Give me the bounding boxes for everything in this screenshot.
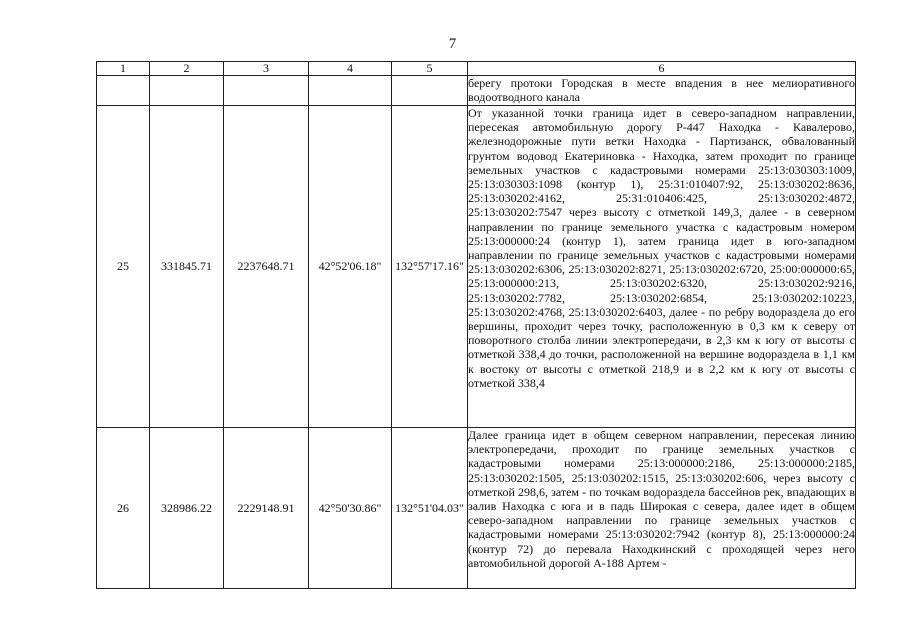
x-coordinate-cell: 331845.71 — [150, 106, 224, 428]
table-row — [97, 76, 856, 106]
table-row — [97, 106, 856, 428]
boundary-description-cell — [468, 106, 856, 428]
boundary-description-cell — [468, 428, 856, 589]
x-coordinate-cell — [150, 76, 224, 106]
table-header-row — [97, 62, 856, 76]
boundary-description-text: берегу протоки Городская в месте впадения в нее мелиоративного водоотводного канала — [468, 76, 855, 105]
longitude-cell: 132°51'04.03" — [392, 428, 468, 589]
latitude-cell: 42°50'30.86" — [309, 428, 392, 589]
boundary-description-cell — [468, 76, 856, 106]
column-header-6: 6 — [468, 62, 856, 76]
boundary-coordinates-table — [96, 61, 856, 589]
column-header-4: 4 — [309, 62, 392, 76]
column-header-3: 3 — [224, 62, 309, 76]
y-coordinate-cell: 2229148.91 — [224, 428, 309, 589]
point-number-cell: 25 — [97, 106, 150, 428]
longitude-cell — [392, 76, 468, 106]
latitude-cell — [309, 76, 392, 106]
column-header-5: 5 — [392, 62, 468, 76]
point-number-cell: 26 — [97, 428, 150, 589]
y-coordinate-cell: 2237648.71 — [224, 106, 309, 428]
table-row — [97, 428, 856, 589]
point-number-cell — [97, 76, 150, 106]
boundary-description-text: Далее граница идет в общем северном направлении, пересекая линию электропередачи, проходит по границе земельных участков с кадастровыми номерами 25:13:000000:2186, 25:13:000000:2185, 25:13:030202:1505, 25:13:030202:1515, 25:13:030202:606, через высоту с отметкой 298,6, затем - по точкам водораздела бассейнов рек, впадающих в залив Находка с юга и в падь Широкая с севера, далее идет в общем северо-западном направлении по границе земельных участков с кадастровыми номерами 25:13:030202:7942 (контур 8), 25:13:000000:24 (контур 72) до перевала Находкинский с проходящей через него автомобильной дорогой А-188 Артем - — [468, 428, 855, 570]
y-coordinate-cell — [224, 76, 309, 106]
x-coordinate-cell: 328986.22 — [150, 428, 224, 589]
column-header-1: 1 — [97, 62, 150, 76]
boundary-description-text: От указанной точки граница идет в северо-западном направлении, пересекая автомобильную дорогу Р-447 Находка - Кавалерово, железнодорожные пути ветки Находка - Партизанск, обвалованный грунтом водовод Екатериновка - Находка, затем проходит по границе земельных участков с кадастровыми номерами 25:13:030303:1009, 25:13:030303:1098 (контур 1), 25:31:010407:92, 25:13:030202:8636, 25:13:030202:4162, 25:31:010406:425, 25:13:030202:4872, 25:13:030202:7547 через высоту с отметкой 149,3, далее - в северном направлении по границе земельного участка с кадастровым номером 25:13:000000:24 (контур 1), затем граница идет в юго-западном направлении по границе земельных участков с кадастровыми номерами 25:13:030202:6306, 25:13:030202:8271, 25:13:030202:6720, 25:00:000000:65, 25:13:000000:213, 25:13:030202:6320, 25:13:030202:9216, 25:13:030202:7782, 25:13:030202:6854, 25:13:030202:10223, 25:13:030202:4768, 25:13:030202:6403, далее - по ребру водораздела до его вершины, проходит через точку, расположенную в 0,3 км к северу от поворотного столба линии электропередачи, в 2,3 км к югу от высоты с отметкой 338,4 до точки, расположенной на вершине водораздела в 1,1 км к востоку от высоты с отметкой 218,9 и в 2,2 км к югу от высоты с отметкой 338,4 — [468, 106, 855, 390]
latitude-cell: 42°52'06.18" — [309, 106, 392, 428]
longitude-cell: 132°57'17.16" — [392, 106, 468, 428]
column-header-2: 2 — [150, 62, 224, 76]
page-number: 7 — [448, 36, 457, 52]
